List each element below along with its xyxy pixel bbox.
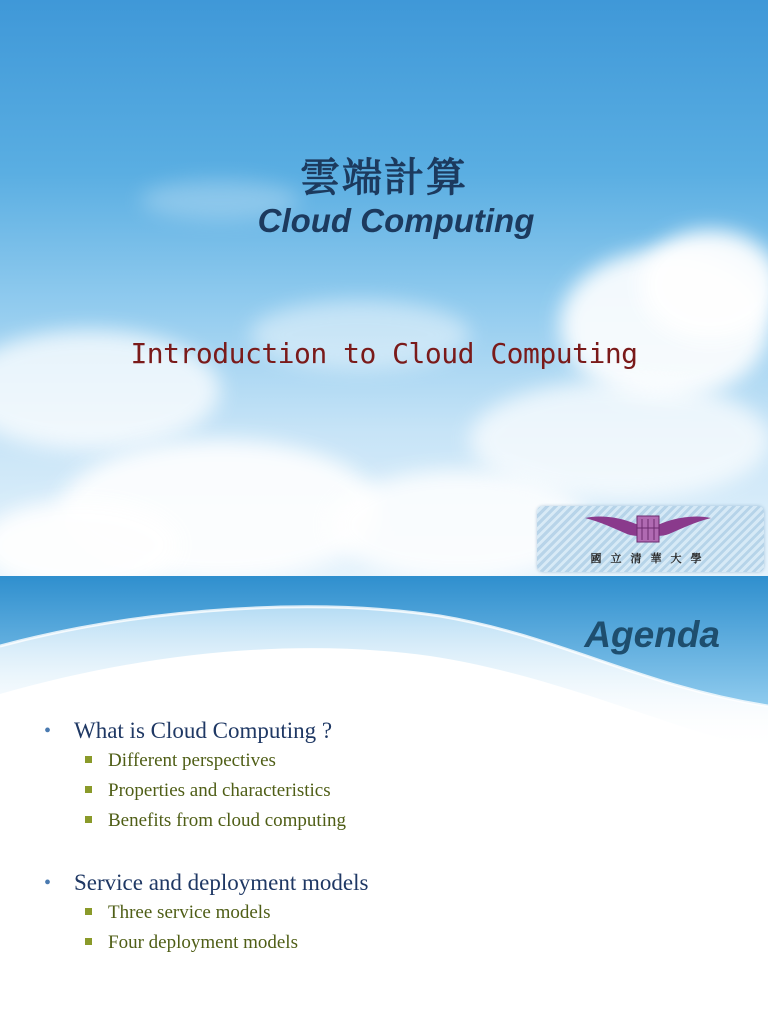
slide-subtitle: Introduction to Cloud Computing <box>130 337 638 370</box>
agenda-subitem <box>44 776 744 806</box>
agenda-subitem <box>44 746 744 776</box>
square-bullet-icon <box>85 816 92 823</box>
winged-emblem-icon <box>583 510 713 548</box>
agenda-subitem <box>44 928 744 958</box>
square-bullet-icon <box>85 908 92 915</box>
agenda-slide <box>0 576 768 1024</box>
agenda-subitem <box>44 806 744 836</box>
title-chinese: 雲端計算 <box>300 155 468 201</box>
square-bullet-icon <box>85 756 92 763</box>
agenda-subitem <box>44 898 744 928</box>
agenda-item-label: Service and deployment models <box>74 870 369 895</box>
agenda-subitem-label: Benefits from cloud computing <box>108 810 346 831</box>
university-logo <box>537 506 764 572</box>
agenda-item <box>44 868 744 898</box>
agenda-subitem-label: Three service models <box>108 902 271 923</box>
agenda-list <box>44 716 744 958</box>
bullet-icon: • <box>44 872 52 894</box>
agenda-item-label: What is Cloud Computing ? <box>74 718 333 743</box>
title-english: Cloud Computing <box>257 202 535 239</box>
agenda-subitem-label: Different perspectives <box>108 750 276 771</box>
bullet-icon: • <box>44 720 52 742</box>
cloud-decoration <box>640 230 768 340</box>
square-bullet-icon <box>85 938 92 945</box>
cloud-decoration <box>470 380 768 500</box>
agenda-item <box>44 716 744 746</box>
agenda-subitem-label: Four deployment models <box>108 932 298 953</box>
logo-text: 國立清華大學 <box>590 552 711 565</box>
agenda-heading: Agenda <box>584 614 720 655</box>
agenda-subitem-label: Properties and characteristics <box>108 780 331 801</box>
square-bullet-icon <box>85 786 92 793</box>
